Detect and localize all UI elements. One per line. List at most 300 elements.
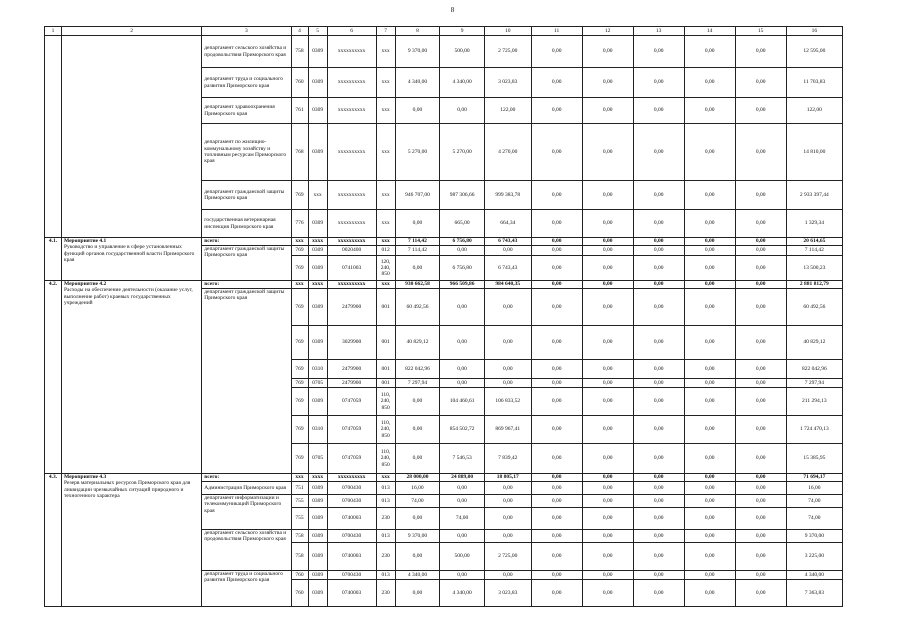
cell-c13: 0,00 xyxy=(633,530,684,543)
cell-c11: 0,00 xyxy=(531,124,582,181)
cell-c6: 0740003 xyxy=(327,508,376,530)
cell-c10: 984 640,35 xyxy=(484,281,531,289)
cell-c5: 0309 xyxy=(308,543,327,571)
cell-c13: 0,00 xyxy=(633,360,684,379)
cell-c12: 0,00 xyxy=(582,281,633,289)
cell-c7: 110, 240, 850 xyxy=(376,416,395,444)
column-header: 3 xyxy=(202,27,291,36)
cell-c14: 0,00 xyxy=(684,326,735,360)
cell-c10: 0,00 xyxy=(484,379,531,388)
cell-c4: xxx xyxy=(291,238,308,246)
cell-c15: 0,00 xyxy=(735,530,786,543)
org-cell: департамент сельского хозяйства и продовольствия Приморского края xyxy=(202,530,291,571)
cell-c13: 0,00 xyxy=(633,98,684,124)
column-header: 6 xyxy=(327,27,376,36)
cell-c7: 013 xyxy=(376,482,395,495)
total-label: всего: xyxy=(202,474,291,482)
cell-c15: 0,00 xyxy=(735,124,786,181)
cell-c9: 0,00 xyxy=(440,289,485,326)
cell-c4: 760 xyxy=(291,68,308,98)
cell-c10: 869 967,41 xyxy=(484,416,531,444)
cell-c8: 28 000,00 xyxy=(395,474,440,482)
cell-c14: 0,00 xyxy=(684,571,735,580)
cell-c14: 0,00 xyxy=(684,281,735,289)
cell-c5: 0310 xyxy=(308,360,327,379)
cell-c11: 0,00 xyxy=(531,571,582,580)
cell-c9: 500,00 xyxy=(440,36,485,68)
cell-c4: 769 xyxy=(291,181,308,210)
cell-c4: xxx xyxy=(291,281,308,289)
cell-c15: 0,00 xyxy=(735,68,786,98)
cell-c5: 0309 xyxy=(308,289,327,326)
cell-c11: 0,00 xyxy=(531,580,582,607)
cell-c16: 4 340,00 xyxy=(786,571,842,580)
cell-c10: 999 383,78 xyxy=(484,181,531,210)
cell-c6: 0747059 xyxy=(327,388,376,416)
cell-c9: 854 502,72 xyxy=(440,416,485,444)
cell-c15: 0,00 xyxy=(735,256,786,281)
cell-c10: 664,34 xyxy=(484,210,531,238)
cell-c12: 0,00 xyxy=(582,360,633,379)
cell-c10: 2 725,00 xyxy=(484,36,531,68)
measure-title: Мероприятие 4.2 xyxy=(64,281,107,287)
cell-c6: xxxxxxxxxx xyxy=(327,281,376,289)
cell-c5: 0309 xyxy=(308,580,327,607)
cell-c14: 0,00 xyxy=(684,474,735,482)
cell-c14: 0,00 xyxy=(684,210,735,238)
cell-c8: 0,00 xyxy=(395,444,440,474)
cell-c8: 0,00 xyxy=(395,210,440,238)
cell-c13: 0,00 xyxy=(633,281,684,289)
org-cell: Администрация Приморского края xyxy=(202,482,291,495)
budget-table xyxy=(44,26,843,607)
cell-c16: 12 595,00 xyxy=(786,36,842,68)
cell-c6: 2479900 xyxy=(327,379,376,388)
cell-c9: 6 756,80 xyxy=(440,256,485,281)
cell-c5: xxx xyxy=(308,181,327,210)
cell-c16: 74,00 xyxy=(786,495,842,508)
cell-c8: 9 370,00 xyxy=(395,530,440,543)
cell-c4: 758 xyxy=(291,36,308,68)
cell-c13: 0,00 xyxy=(633,326,684,360)
cell-c12: 0,00 xyxy=(582,379,633,388)
cell-c5: 0705 xyxy=(308,444,327,474)
cell-c4: 755 xyxy=(291,495,308,508)
cell-c16: 7 363,83 xyxy=(786,580,842,607)
cell-c8: 0,00 xyxy=(395,256,440,281)
cell-c7: 001 xyxy=(376,326,395,360)
cell-c14: 0,00 xyxy=(684,580,735,607)
cell-c16: 9 370,00 xyxy=(786,530,842,543)
cell-c5: xxxx xyxy=(308,281,327,289)
cell-c12: 0,00 xyxy=(582,482,633,495)
cell-c7: 110, 240, 850 xyxy=(376,388,395,416)
cell-c7: xxx xyxy=(376,124,395,181)
cell-c9: 987 306,66 xyxy=(440,181,485,210)
cell-c7: 230 xyxy=(376,543,395,571)
cell-c7: xxx xyxy=(376,181,395,210)
cell-c14: 0,00 xyxy=(684,379,735,388)
cell-c8: 74,00 xyxy=(395,495,440,508)
cell-c4: 768 xyxy=(291,124,308,181)
cell-c9: 0,00 xyxy=(440,482,485,495)
cell-c10: 0,00 xyxy=(484,530,531,543)
column-header: 2 xyxy=(62,27,202,36)
cell-c4: 769 xyxy=(291,326,308,360)
cell-c12: 0,00 xyxy=(582,246,633,256)
cell-c9: 0,00 xyxy=(440,571,485,580)
cell-c8: 16,00 xyxy=(395,482,440,495)
cell-c8: 7 297,94 xyxy=(395,379,440,388)
cell-c14: 0,00 xyxy=(684,416,735,444)
cell-c15: 0,00 xyxy=(735,444,786,474)
cell-c10: 7 839,42 xyxy=(484,444,531,474)
column-header: 16 xyxy=(786,27,842,36)
cell-c16: 40 829,12 xyxy=(786,326,842,360)
measure-text: Резерв материальных ресурсов Приморского края для ликвидации чрезвычайных ситуаций природного и техногенного характера xyxy=(64,480,191,499)
cell-c15: 0,00 xyxy=(735,495,786,508)
cell-c8: 5 270,00 xyxy=(395,124,440,181)
cell-c11: 0,00 xyxy=(531,530,582,543)
cell-c13: 0,00 xyxy=(633,210,684,238)
cell-c11: 0,00 xyxy=(531,379,582,388)
cell-c16: 1 724 470,13 xyxy=(786,416,842,444)
cell-c8: 4 340,00 xyxy=(395,68,440,98)
column-header: 1 xyxy=(45,27,62,36)
cell-c11: 0,00 xyxy=(531,210,582,238)
cell-c10: 6 743,43 xyxy=(484,238,531,246)
cell-c6: 3029900 xyxy=(327,326,376,360)
cell-c12: 0,00 xyxy=(582,444,633,474)
total-label: всего: xyxy=(202,238,291,246)
org-cell: государственная ветеринарная инспекция Приморского края xyxy=(202,210,291,238)
cell-c4: 758 xyxy=(291,530,308,543)
cell-c13: 0,00 xyxy=(633,181,684,210)
cell-c9: 500,00 xyxy=(440,543,485,571)
measure-title: Мероприятие 4.3 xyxy=(64,474,107,480)
cell-c14: 0,00 xyxy=(684,246,735,256)
measure-text: Расходы на обеспечение деятельности (оказание услуг, выполнение работ) краевых государственных учреждений xyxy=(64,287,193,306)
cell-c13: 0,00 xyxy=(633,124,684,181)
column-header: 13 xyxy=(633,27,684,36)
cell-c16: 1 329,34 xyxy=(786,210,842,238)
measure-description xyxy=(62,474,202,607)
cell-c4: xxx xyxy=(291,474,308,482)
cell-c12: 0,00 xyxy=(582,580,633,607)
cell-c11: 0,00 xyxy=(531,360,582,379)
cell-c16: 15 385,95 xyxy=(786,444,842,474)
cell-c11: 0,00 xyxy=(531,474,582,482)
cell-c15: 0,00 xyxy=(735,508,786,530)
total-row xyxy=(45,474,843,482)
org-cell: департамент гражданской защиты Приморского края xyxy=(202,289,291,474)
org-cell: департамент труда и социального развития Приморского края xyxy=(202,571,291,607)
header-row xyxy=(45,27,843,36)
cell-c4: 769 xyxy=(291,416,308,444)
cell-c8: 946 707,00 xyxy=(395,181,440,210)
cell-c7: xxx xyxy=(376,474,395,482)
cell-c7: xxx xyxy=(376,36,395,68)
cell-c12: 0,00 xyxy=(582,543,633,571)
column-header: 14 xyxy=(684,27,735,36)
cell-c12: 0,00 xyxy=(582,210,633,238)
column-header: 10 xyxy=(484,27,531,36)
cell-c12: 0,00 xyxy=(582,238,633,246)
total-row xyxy=(45,238,843,246)
cell-c16: 16,00 xyxy=(786,482,842,495)
cell-c15: 0,00 xyxy=(735,98,786,124)
cell-c16: 7 114,42 xyxy=(786,246,842,256)
cell-c16: 60 492,56 xyxy=(786,289,842,326)
cell-c5: 0309 xyxy=(308,482,327,495)
cell-c4: 758 xyxy=(291,543,308,571)
column-header: 7 xyxy=(376,27,395,36)
cell-c14: 0,00 xyxy=(684,482,735,495)
cell-c9: 0,00 xyxy=(440,530,485,543)
cell-c16: 2 881 812,79 xyxy=(786,281,842,289)
cell-c15: 0,00 xyxy=(735,326,786,360)
cell-c9: 966 509,86 xyxy=(440,281,485,289)
cell-c16: 20 614,65 xyxy=(786,238,842,246)
cell-c12: 0,00 xyxy=(582,124,633,181)
cell-c8: 0,00 xyxy=(395,98,440,124)
cell-c9: 0,00 xyxy=(440,246,485,256)
cell-c8: 7 114,42 xyxy=(395,246,440,256)
cell-c16: 2 933 397,44 xyxy=(786,181,842,210)
cell-c9: 0,00 xyxy=(440,495,485,508)
measure-title: Мероприятие 4.1 xyxy=(64,238,107,244)
cell-c10: 0,00 xyxy=(484,508,531,530)
cell-c6: xxxxxxxxxx xyxy=(327,68,376,98)
cell-c14: 0,00 xyxy=(684,508,735,530)
page-number: 8 xyxy=(450,6,455,14)
cell-c4: 769 xyxy=(291,360,308,379)
cell-c15: 0,00 xyxy=(735,360,786,379)
cell-c4: 760 xyxy=(291,571,308,580)
cell-c11: 0,00 xyxy=(531,181,582,210)
cell-c9: 5 270,00 xyxy=(440,124,485,181)
cell-c14: 0,00 xyxy=(684,98,735,124)
cell-c13: 0,00 xyxy=(633,444,684,474)
cell-c10: 0,00 xyxy=(484,482,531,495)
cell-c4: 769 xyxy=(291,444,308,474)
cell-c13: 0,00 xyxy=(633,495,684,508)
cell-c5: 0309 xyxy=(308,326,327,360)
org-cell: департамент по жилищно-коммунальному хозяйству и топливным ресурсам Приморского края xyxy=(202,124,291,181)
cell-c13: 0,00 xyxy=(633,256,684,281)
cell-c16: 11 703,83 xyxy=(786,68,842,98)
cell-c8: 4 340,00 xyxy=(395,571,440,580)
cell-c14: 0,00 xyxy=(684,388,735,416)
cell-c7: xxx xyxy=(376,281,395,289)
cell-c16: 74,00 xyxy=(786,508,842,530)
column-header: 12 xyxy=(582,27,633,36)
cell-c12: 0,00 xyxy=(582,68,633,98)
cell-c13: 0,00 xyxy=(633,416,684,444)
cell-c7: 110, 240, 850 xyxy=(376,444,395,474)
cell-c10: 0,00 xyxy=(484,495,531,508)
org-cell: департамент труда и социального развития Приморского края xyxy=(202,68,291,98)
cell-c6: 0700430 xyxy=(327,482,376,495)
cell-c7: 012 xyxy=(376,246,395,256)
cell-c15: 0,00 xyxy=(735,474,786,482)
cell-c5: xxxx xyxy=(308,238,327,246)
cell-c8: 930 662,58 xyxy=(395,281,440,289)
cell-c8: 60 492,56 xyxy=(395,289,440,326)
table-row xyxy=(45,36,843,68)
cell-c11: 0,00 xyxy=(531,238,582,246)
cell-c4: 776 xyxy=(291,210,308,238)
cell-c12: 0,00 xyxy=(582,530,633,543)
cell-c12: 0,00 xyxy=(582,388,633,416)
cell-c4: 760 xyxy=(291,580,308,607)
cell-c14: 0,00 xyxy=(684,256,735,281)
cell-c10: 0,00 xyxy=(484,360,531,379)
cell-c12: 0,00 xyxy=(582,181,633,210)
cell-c9: 4 340,00 xyxy=(440,580,485,607)
cell-c15: 0,00 xyxy=(735,379,786,388)
cell-c11: 0,00 xyxy=(531,543,582,571)
cell-c12: 0,00 xyxy=(582,571,633,580)
cell-c13: 0,00 xyxy=(633,508,684,530)
measure-number: 4.2. xyxy=(45,281,62,474)
org-cell: департамент здравоохранения Приморского края xyxy=(202,98,291,124)
cell-c5: 0705 xyxy=(308,379,327,388)
cell-c7: 001 xyxy=(376,360,395,379)
cell-c12: 0,00 xyxy=(582,508,633,530)
cell-c11: 0,00 xyxy=(531,246,582,256)
cell-c7: xxx xyxy=(376,98,395,124)
cell-c8: 822 042,96 xyxy=(395,360,440,379)
cell-c9: 0,00 xyxy=(440,379,485,388)
cell-c8: 9 370,00 xyxy=(395,36,440,68)
cell-c5: xxxx xyxy=(308,474,327,482)
cell-c7: 013 xyxy=(376,571,395,580)
cell-c8: 0,00 xyxy=(395,388,440,416)
cell-c5: 0309 xyxy=(308,68,327,98)
cell-c11: 0,00 xyxy=(531,68,582,98)
cell-c13: 0,00 xyxy=(633,482,684,495)
cell-c13: 0,00 xyxy=(633,68,684,98)
column-header: 4 xyxy=(291,27,308,36)
cell-c9: 6 756,80 xyxy=(440,238,485,246)
cell-c12: 0,00 xyxy=(582,474,633,482)
cell-c6: 0741003 xyxy=(327,256,376,281)
cell-c7: 001 xyxy=(376,289,395,326)
cell-c15: 0,00 xyxy=(735,416,786,444)
cell-c9: 665,00 xyxy=(440,210,485,238)
cell-c11: 0,00 xyxy=(531,416,582,444)
cell-c5: 0309 xyxy=(308,98,327,124)
cell-c14: 0,00 xyxy=(684,543,735,571)
cell-c11: 0,00 xyxy=(531,98,582,124)
cell-c13: 0,00 xyxy=(633,238,684,246)
measure-cell xyxy=(62,36,202,238)
measure-description xyxy=(62,281,202,474)
cell-c15: 0,00 xyxy=(735,210,786,238)
cell-c6: xxxxxxxxxx xyxy=(327,474,376,482)
cell-c9: 0,00 xyxy=(440,326,485,360)
cell-c8: 7 114,42 xyxy=(395,238,440,246)
cell-c5: 0309 xyxy=(308,508,327,530)
cell-c14: 0,00 xyxy=(684,124,735,181)
cell-c10: 0,00 xyxy=(484,246,531,256)
cell-c7: 001 xyxy=(376,379,395,388)
cell-c12: 0,00 xyxy=(582,326,633,360)
cell-c4: 769 xyxy=(291,388,308,416)
cell-c13: 0,00 xyxy=(633,388,684,416)
cell-c7: xxx xyxy=(376,210,395,238)
cell-c9: 4 340,00 xyxy=(440,68,485,98)
cell-c4: 769 xyxy=(291,256,308,281)
cell-c7: xxx xyxy=(376,68,395,98)
cell-c5: 0309 xyxy=(308,36,327,68)
cell-c6: 0747059 xyxy=(327,444,376,474)
cell-c6: 0740003 xyxy=(327,580,376,607)
column-header: 15 xyxy=(735,27,786,36)
cell-c11: 0,00 xyxy=(531,388,582,416)
cell-c5: 0309 xyxy=(308,256,327,281)
cell-c14: 0,00 xyxy=(684,530,735,543)
cell-c11: 0,00 xyxy=(531,256,582,281)
cell-c7: xxx xyxy=(376,238,395,246)
measure-number: 4.1. xyxy=(45,238,62,281)
cell-c16: 122,00 xyxy=(786,98,842,124)
cell-c14: 0,00 xyxy=(684,444,735,474)
cell-c8: 0,00 xyxy=(395,580,440,607)
cell-c15: 0,00 xyxy=(735,388,786,416)
cell-c7: 120, 240, 850 xyxy=(376,256,395,281)
cell-c15: 0,00 xyxy=(735,571,786,580)
column-header: 11 xyxy=(531,27,582,36)
cell-c4: 769 xyxy=(291,246,308,256)
cell-c5: 0309 xyxy=(308,495,327,508)
cell-c7: 230 xyxy=(376,580,395,607)
cell-c16: 211 294,13 xyxy=(786,388,842,416)
cell-c12: 0,00 xyxy=(582,36,633,68)
cell-c8: 0,00 xyxy=(395,416,440,444)
cell-c10: 122,00 xyxy=(484,98,531,124)
cell-c5: 0309 xyxy=(308,571,327,580)
cell-c16: 14 810,00 xyxy=(786,124,842,181)
cell-c13: 0,00 xyxy=(633,246,684,256)
cell-c14: 0,00 xyxy=(684,360,735,379)
cell-c6: 0700430 xyxy=(327,495,376,508)
org-cell: департамент гражданской защиты Приморского края xyxy=(202,246,291,281)
cell-c13: 0,00 xyxy=(633,580,684,607)
cell-c12: 0,00 xyxy=(582,256,633,281)
cell-c6: 2479900 xyxy=(327,289,376,326)
cell-c14: 0,00 xyxy=(684,181,735,210)
cell-c15: 0,00 xyxy=(735,580,786,607)
cell-c9: 74,00 xyxy=(440,508,485,530)
cell-c8: 0,00 xyxy=(395,508,440,530)
cell-c11: 0,00 xyxy=(531,289,582,326)
cell-c4: 761 xyxy=(291,98,308,124)
cell-c15: 0,00 xyxy=(735,281,786,289)
cell-c15: 0,00 xyxy=(735,289,786,326)
cell-c15: 0,00 xyxy=(735,36,786,68)
cell-c11: 0,00 xyxy=(531,508,582,530)
cell-c5: 0309 xyxy=(308,210,327,238)
cell-c8: 0,00 xyxy=(395,543,440,571)
cell-c12: 0,00 xyxy=(582,416,633,444)
cell-c10: 3 023,83 xyxy=(484,580,531,607)
cell-c14: 0,00 xyxy=(684,36,735,68)
cell-c9: 0,00 xyxy=(440,98,485,124)
cell-c4: 755 xyxy=(291,508,308,530)
cell-c14: 0,00 xyxy=(684,238,735,246)
